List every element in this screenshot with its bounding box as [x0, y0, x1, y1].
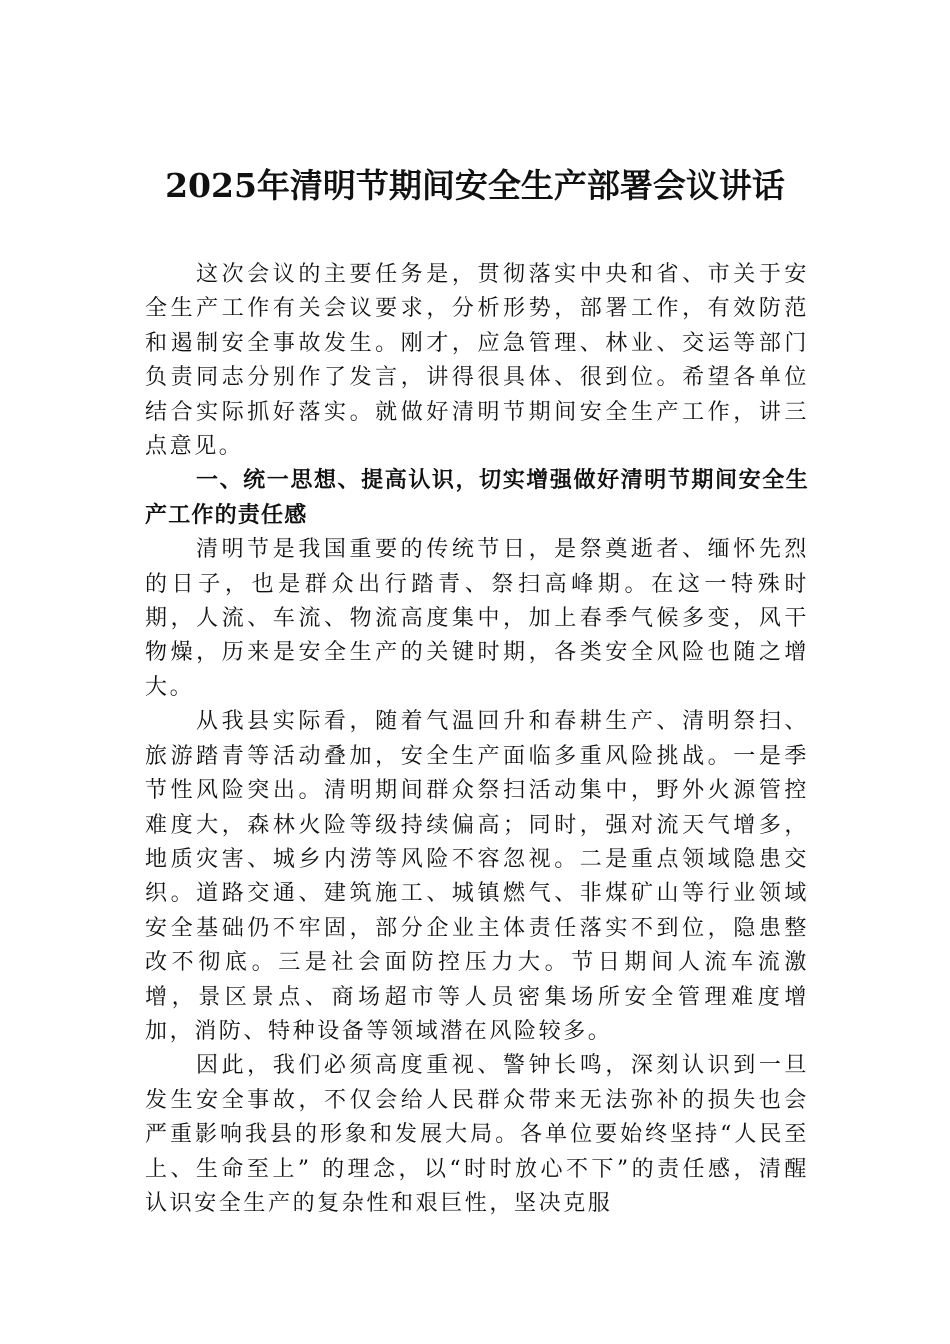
paragraph-therefore: 因此，我们必须高度重视、警钟长鸣，深刻认识到一旦发生安全事故，不仅会给人民群众带来无法弥补的损失也会严重影响我县的形象和发展大局。各单位要始终坚持“人民至上、生命至上” 的理念，以“时时放心不下”的责任感，清醒认识安全生产的复杂性和艰巨性，坚决克服	[145, 1053, 809, 1216]
paragraph-qingming: 清明节是我国重要的传统节日，是祭奠逝者、缅怀先烈的日子，也是群众出行踏青、祭扫高峰期。在这一特殊时期，人流、车流、物流高度集中，加上春季气候多变，风干物燥，历来是安全生产的关键时期，各类安全风险也随之增大。	[145, 537, 809, 700]
paragraph-intro: 这次会议的主要任务是，贯彻落实中央和省、市关于安全生产工作有关会议要求，分析形势，部署工作，有效防范和遏制安全事故发生。刚才，应急管理、林业、交运等部门负责同志分别作了发言，讲得很具体、很到位。希望各单位结合实际抓好落实。就做好清明节期间安全生产工作，讲三点意见。	[145, 262, 809, 460]
paragraph-county-risks: 从我县实际看，随着气温回升和春耕生产、清明祭扫、旅游踏青等活动叠加，安全生产面临多重风险挑战。一是季节性风险突出。清明期间群众祭扫活动集中，野外火源管控难度大，森林火险等级持续偏高；同时，强对流天气增多，地质灾害、城乡内涝等风险不容忽视。二是重点领域隐患交织。道路交通、建筑施工、城镇燃气、非煤矿山等行业领域安全基础仍不牢固，部分企业主体责任落实不到位，隐患整改不彻底。三是社会面防控压力大。节日期间人流车流激增，景区景点、商场超市等人员密集场所安全管理难度增加，消防、特种设备等领域潜在风险较多。	[145, 709, 809, 1044]
document-body	[145, 258, 809, 1221]
section-heading-1: 一、统一思想、提高认识，切实增强做好清明节期间安全生产工作的责任感	[145, 468, 809, 528]
document-title: 2025年清明节期间安全生产部署会议讲话	[165, 166, 785, 205]
